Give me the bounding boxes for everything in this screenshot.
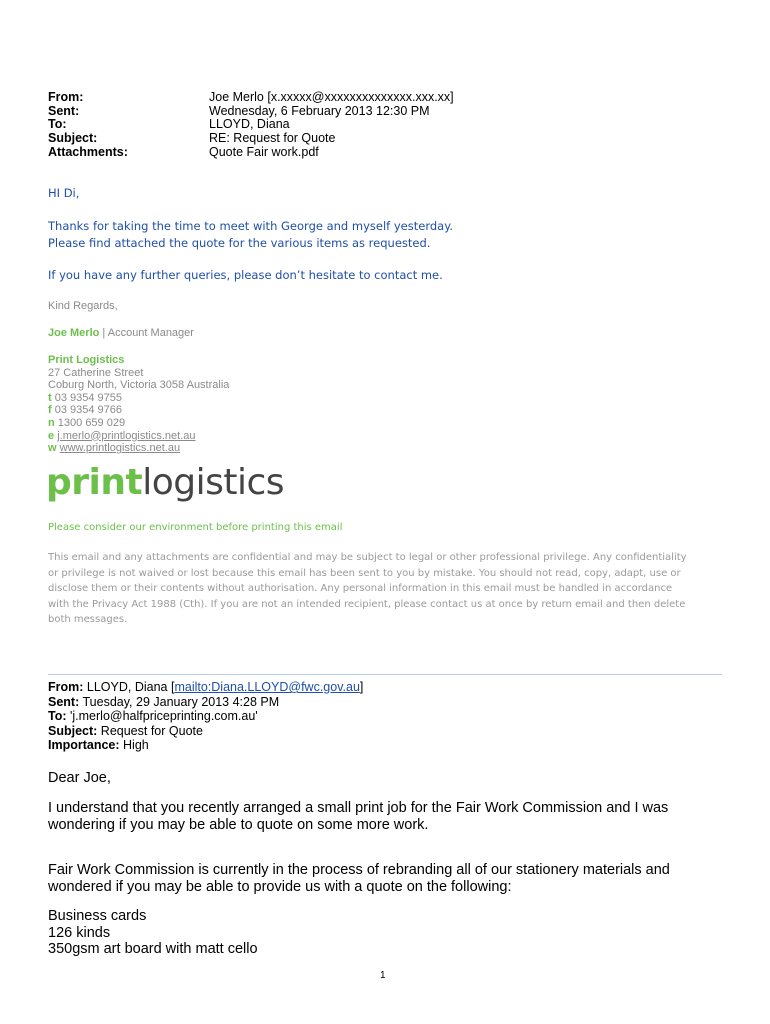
quote-item: 126 kinds	[48, 924, 111, 941]
address-line-2: Coburg North, Victoria 3058 Australia	[48, 379, 230, 392]
original-greeting: Dear Joe,	[48, 770, 111, 786]
sent-label: Sent:	[48, 104, 80, 118]
address-line-1: 27 Catherine Street	[48, 366, 144, 379]
attachments-label: Attachments:	[48, 145, 128, 159]
subject-value: RE: Request for Quote	[209, 131, 336, 145]
reply-line-1: Thanks for taking the time to meet with George and myself yesterday.	[48, 219, 454, 233]
phone-line	[48, 392, 229, 405]
quote-item: Business cards	[48, 908, 147, 924]
from-label: From:	[48, 90, 84, 104]
quote-items	[48, 908, 258, 958]
signature-block	[48, 354, 229, 455]
company-name: Print Logistics	[48, 354, 125, 366]
fwd-importance-row	[48, 738, 363, 753]
subject-label: Subject:	[48, 131, 98, 145]
quote-item: 350gsm art board with matt cello	[48, 941, 258, 957]
reply-line-2: Please find attached the quote for the various items as requested.	[48, 236, 431, 250]
fwd-sent-row	[48, 695, 363, 710]
fwd-from-label: From:	[48, 680, 84, 694]
page-number: 1	[380, 970, 386, 981]
fax-label: f	[48, 404, 52, 417]
fax-value: 03 9354 9766	[51, 404, 123, 417]
fwd-subject-label: Subject:	[48, 723, 98, 738]
to-label: To:	[48, 117, 67, 131]
fwd-sent-label: Sent:	[48, 694, 80, 709]
national-line	[48, 417, 229, 430]
sender-name: Joe Merlo	[48, 327, 100, 339]
fax-line	[48, 404, 229, 417]
email-link[interactable]: j.merlo@printlogistics.net.au	[57, 429, 196, 442]
original-paragraph-2	[48, 862, 670, 895]
name-separator: |	[99, 327, 108, 339]
phone-label: t	[48, 391, 52, 404]
fwd-sent-value: Tuesday, 29 January 2013 4:28 PM	[82, 694, 280, 709]
forwarded-header	[48, 680, 363, 753]
to-value: LLOYD, Diana	[209, 117, 290, 131]
logo-logistics-text: logistics	[142, 462, 285, 503]
phone-value: 03 9354 9755	[51, 391, 123, 404]
sent-value: Wednesday, 6 February 2013 12:30 PM	[209, 104, 430, 118]
national-value: 1300 659 029	[54, 416, 126, 429]
original-paragraph-1	[48, 800, 668, 833]
paragraph-line: wondering if you may be able to quote on some more work.	[48, 816, 429, 833]
disclaimer-line: or privilege is not waived or lost because this email has been sent to you by mistake. You should not read, copy, adapt, use or	[48, 567, 681, 579]
fwd-mailto-link[interactable]: mailto:Diana.LLOYD@fwc.gov.au	[174, 680, 360, 694]
signature-name-line	[48, 327, 194, 340]
email-line	[48, 430, 229, 443]
fwd-importance-label: Importance:	[48, 738, 120, 752]
disclaimer-line: This email and any attachments are confidential and may be subject to legal or other professional privilege. Any confidentiality	[48, 552, 687, 563]
web-line	[48, 442, 229, 455]
print-logistics-logo	[46, 462, 284, 503]
fwd-subject-row	[48, 724, 363, 739]
environment-note: Please consider our environment before printing this email	[48, 522, 343, 533]
logo-print-text: print	[46, 462, 143, 503]
email-label: e	[48, 429, 55, 442]
web-label: w	[48, 442, 57, 455]
fwd-from-close: ]	[359, 680, 364, 694]
website-link[interactable]: www.printlogistics.net.au	[59, 442, 181, 455]
reply-line-3: If you have any further queries, please don’t hesitate to contact me.	[48, 268, 443, 282]
disclaimer-line: disclose them or their contents without authorisation. Any personal information in this email must be handled in accordance	[48, 583, 673, 594]
attachment-link[interactable]: Quote Fair work.pdf	[209, 145, 319, 159]
paragraph-line: I understand that you recently arranged a small print job for the Fair Work Commission and I was	[48, 800, 669, 816]
fwd-from-row	[48, 680, 363, 695]
fwd-to-value: 'j.merlo@halfpriceprinting.com.au'	[70, 709, 258, 723]
sender-role: Account Manager	[107, 327, 194, 339]
fwd-to-label: To:	[48, 709, 67, 723]
paragraph-line: Fair Work Commission is currently in the process of rebranding all of our stationery materials and	[48, 862, 670, 878]
reply-greeting: HI Di,	[48, 186, 80, 200]
fwd-importance-value: High	[123, 738, 149, 752]
fwd-subject-value: Request for Quote	[100, 723, 203, 738]
disclaimer-line: with the Privacy Act 1988 (Cth). If you are not an intended recipient, please contact us at once by return email and then delete	[48, 598, 686, 610]
closing: Kind Regards,	[48, 300, 118, 312]
fwd-from-name: LLOYD, Diana [	[86, 680, 175, 694]
paragraph-line: wondered if you may be able to provide us with a quote on the following:	[48, 878, 512, 895]
from-value: Joe Merlo [x.xxxxx@xxxxxxxxxxxxxx.xxx.xx]	[209, 90, 454, 104]
national-label: n	[48, 416, 55, 429]
disclaimer	[48, 550, 687, 628]
message-separator	[48, 674, 722, 675]
fwd-to-row	[48, 709, 363, 724]
disclaimer-line: both messages.	[48, 614, 128, 625]
